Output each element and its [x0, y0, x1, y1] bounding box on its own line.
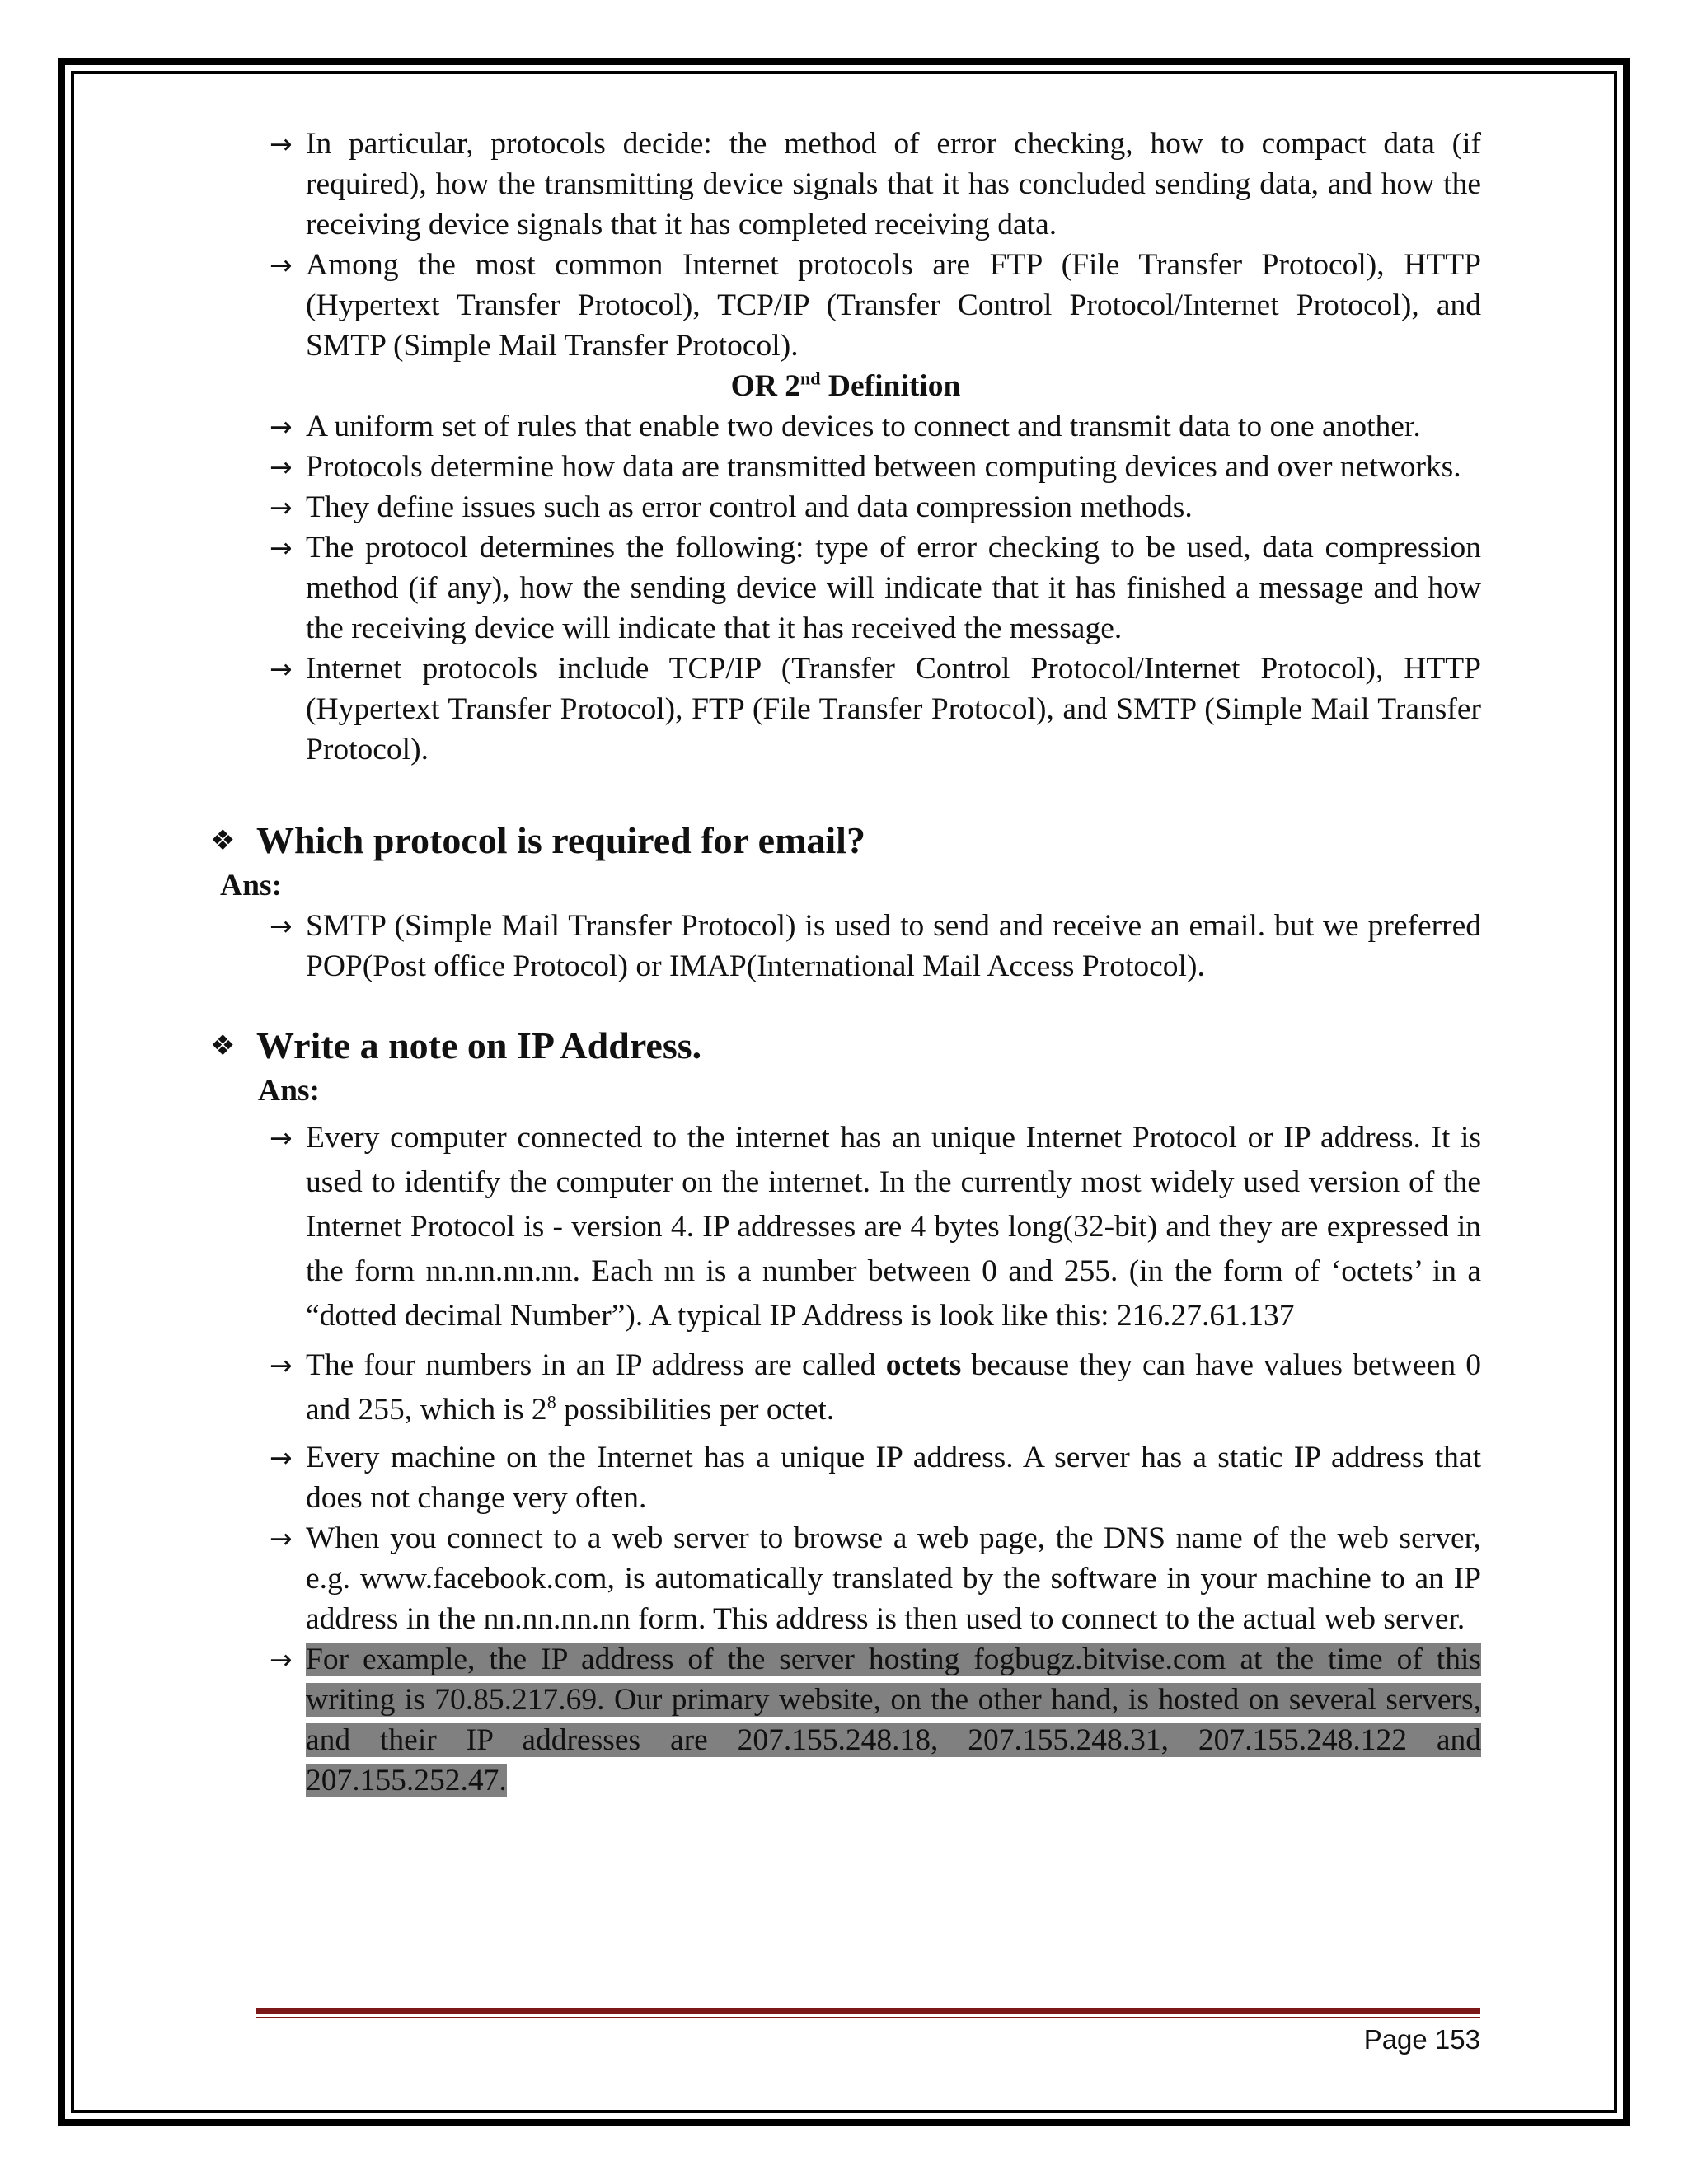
list-item: → They define issues such as error control and data compression methods. — [210, 487, 1481, 527]
diamond-bullet-icon: ❖ — [210, 1029, 236, 1062]
list-item: → When you connect to a web server to browse a web page, the DNS name of the web server, e.g. www.facebook.com, is automatically translated by the software in your machine to an IP address in the nn.nn.nn.nn form. This address is then used to connect to the actual web server. — [210, 1518, 1481, 1639]
list-item: → A uniform set of rules that enable two devices to connect and transmit data to one another. — [210, 406, 1481, 447]
list-item-highlighted — [210, 1639, 1481, 1801]
question-heading-ip-address: ❖ Write a note on IP Address. — [210, 1021, 1481, 1071]
arrow-icon: → — [270, 653, 293, 685]
list-item: → Internet protocols include TCP/IP (Transfer Control Protocol/Internet Protocol), HTTP (Hypertext Transfer Protocol), FTP (File Transfer Protocol), and SMTP (Simple Mail Transfer Protocol). — [210, 649, 1481, 770]
list-item: → The protocol determines the following: type of error checking to be used, data compression method (if any), how the sending device will indicate that it has finished a message and how the receiving device will indicate that it has received the message. — [210, 527, 1481, 649]
page-content — [210, 124, 1481, 1801]
arrow-icon: → — [270, 128, 293, 160]
arrow-icon: → — [270, 532, 293, 564]
arrow-icon: → — [270, 1522, 293, 1554]
diamond-bullet-icon: ❖ — [210, 824, 236, 857]
list-item: → SMTP (Simple Mail Transfer Protocol) is used to send and receive an email. but we preferred POP(Post office Protocol) or IMAP(International Mail Access Protocol). — [210, 906, 1481, 987]
answer-label: Ans: — [220, 869, 283, 902]
list-item: → Every machine on the Internet has a unique IP address. A server has a static IP address that does not change very often. — [210, 1437, 1481, 1518]
question-heading-email: ❖ Which protocol is required for email? — [210, 816, 1481, 865]
arrow-icon: → — [270, 410, 293, 443]
footer-rule-thin — [256, 2017, 1480, 2018]
arrow-icon: → — [270, 1643, 293, 1675]
arrow-icon: → — [270, 1122, 293, 1154]
arrow-icon: → — [270, 451, 293, 483]
footer-rule — [256, 2008, 1480, 2014]
list-item: → The four numbers in an IP address are called octets because they can have values between 0 and 255, which is $2^8$ possibilities per octet. — [210, 1343, 1481, 1432]
highlighted-text: For example, the IP address of the server hosting fogbugz.bitvise.com at the time of this writing is 70.85.217.69. Our primary website, on the other hand, is hosted on several servers, and their IP addresses are 207.155.248.18, 207.155.248.31, 207.155.248.122 and 207.155.252.47. — [306, 1643, 1481, 1797]
second-definition-heading: OR 2nd Definition — [730, 368, 961, 403]
answer-label: Ans: — [258, 1074, 321, 1108]
arrow-icon: → — [270, 491, 293, 523]
arrow-icon: → — [270, 249, 293, 281]
list-item: → Every computer connected to the internet has an unique Internet Protocol or IP address. It is used to identify the computer on the internet. In the currently most widely used version of the Internet Protocol is - version 4. IP addresses are 4 bytes long(32-bit) and they are expressed in the form nn.nn.nn.nn. Each nn is a number between 0 and 255. (in the form of ‘octets’ in a “dotted decimal Number”). A typical IP Address is look like this: 216.27.61.137 — [210, 1116, 1481, 1338]
list-item: → Protocols determine how data are transmitted between computing devices and over networks. — [210, 447, 1481, 487]
arrow-icon: → — [270, 1441, 293, 1474]
arrow-icon: → — [270, 1349, 293, 1381]
list-item: → In particular, protocols decide: the method of error checking, how to compact data (if required), how the transmitting device signals that it has concluded sending data, and how the receiving device signals that it has completed receiving data. — [210, 124, 1481, 245]
list-item: → Among the most common Internet protocols are FTP (File Transfer Protocol), HTTP (Hypertext Transfer Protocol), TCP/IP (Transfer Control Protocol/Internet Protocol), and SMTP (Simple Mail Transfer Protocol). — [210, 245, 1481, 366]
arrow-icon: → — [270, 910, 293, 942]
page-number: Page 153 — [1363, 2024, 1480, 2055]
